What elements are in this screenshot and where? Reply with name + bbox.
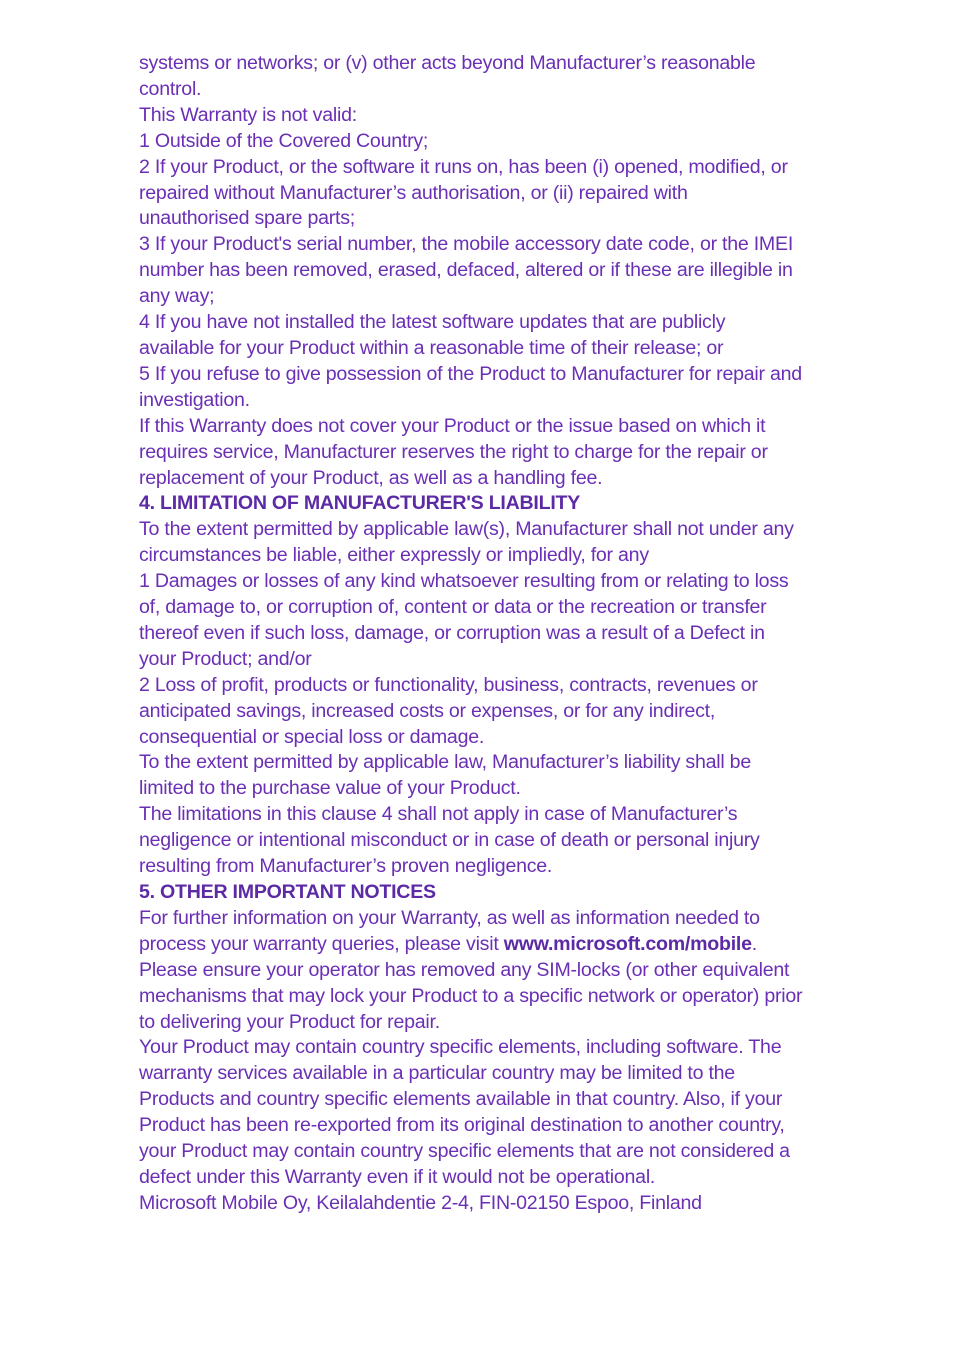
paragraph-charge-for-repair: If this Warranty does not cover your Product or the issue based on which it requires service, Manufacturer reserves the right to charge for the repair or replacement of your Product, as well as a handling fee. xyxy=(139,414,768,489)
paragraph-acts-beyond-control: systems or networks; or (v) other acts beyond Manufacturer’s reasonable control. xyxy=(139,52,756,100)
paragraph-liability-intro: To the extent permitted by applicable law(s), Manufacturer shall not under any circumstances be liable, either expressly or impliedly, for any xyxy=(139,518,794,567)
list-item-loss-of-profit: 2 Loss of profit, products or functionality, business, contracts, revenues or anticipated savings, increased costs or expenses, or for any indirect, consequential or special loss or damage. xyxy=(139,673,758,748)
paragraph-further-information xyxy=(139,906,803,958)
section-heading-other-notices: 5. OTHER IMPORTANT NOTICES xyxy=(139,881,436,903)
list-item-damages-losses: 1 Damages or losses of any kind whatsoever resulting from or relating to loss of, damage to, or corruption of, content or data or the recreation or transfer thereof even if such loss, damage, or corruption was a result of a Defect in your Product; and/or xyxy=(139,570,789,670)
section-heading-limitation-liability: 4. LIMITATION OF MANUFACTURER'S LIABILITY xyxy=(139,492,581,515)
further-info-text: For further information on your Warranty, as well as information needed to process your warranty queries, please visit xyxy=(139,906,760,955)
list-item-serial-number: 3 If your Product's serial number, the mobile accessory date code, or the IMEI number has been removed, erased, defaced, altered or if these are illegible in any way; xyxy=(139,233,794,308)
paragraph-not-valid-intro: This Warranty is not valid: xyxy=(139,103,357,126)
list-item-outside-country: 1 Outside of the Covered Country; xyxy=(139,129,429,152)
list-item-software-updates: 4 If you have not installed the latest software updates that are publicly available for your Product within a reasonable time of their release; or xyxy=(139,311,726,359)
list-item-refuse-possession: 5 If you refuse to give possession of the Product to Manufacturer for repair and investigation. xyxy=(139,362,802,411)
paragraph-liability-limited: To the extent permitted by applicable law, Manufacturer’s liability shall be limited to the purchase value of your Product. xyxy=(139,751,751,800)
further-info-end: . xyxy=(751,932,757,955)
list-item-opened-modified: 2 If your Product, or the software it runs on, has been (i) opened, modified, or repaired without Manufacturer’s authorisation, or (ii) repaired with unauthorised spare parts; xyxy=(139,155,788,230)
paragraph-sim-locks: Please ensure your operator has removed any SIM-locks (or other equivalent mechanisms that may lock your Product to a specific network or operator) prior to delivering your Product for repair. xyxy=(139,958,803,1033)
paragraph-country-specific: Your Product may contain country specific elements, including software. The warranty services available in a particular country may be limited to the Products and country specific elements available in that country. Also, if your Product has been re-exported from its original destination to another country, your Product may contain country specific elements that are not considered a defect under this Warranty even if it would not be operational. xyxy=(139,1036,790,1188)
warranty-document-page xyxy=(139,51,803,1217)
paragraph-limitations-exceptions: The limitations in this clause 4 shall not apply in case of Manufacturer’s negligence or intentional misconduct or in case of death or personal injury resulting from Manufacturer’s proven negligence. xyxy=(139,803,760,878)
company-address: Microsoft Mobile Oy, Keilalahdentie 2-4, FIN-02150 Espoo, Finland xyxy=(139,1191,702,1214)
microsoft-mobile-link[interactable]: www.microsoft.com/mobile xyxy=(503,932,752,955)
